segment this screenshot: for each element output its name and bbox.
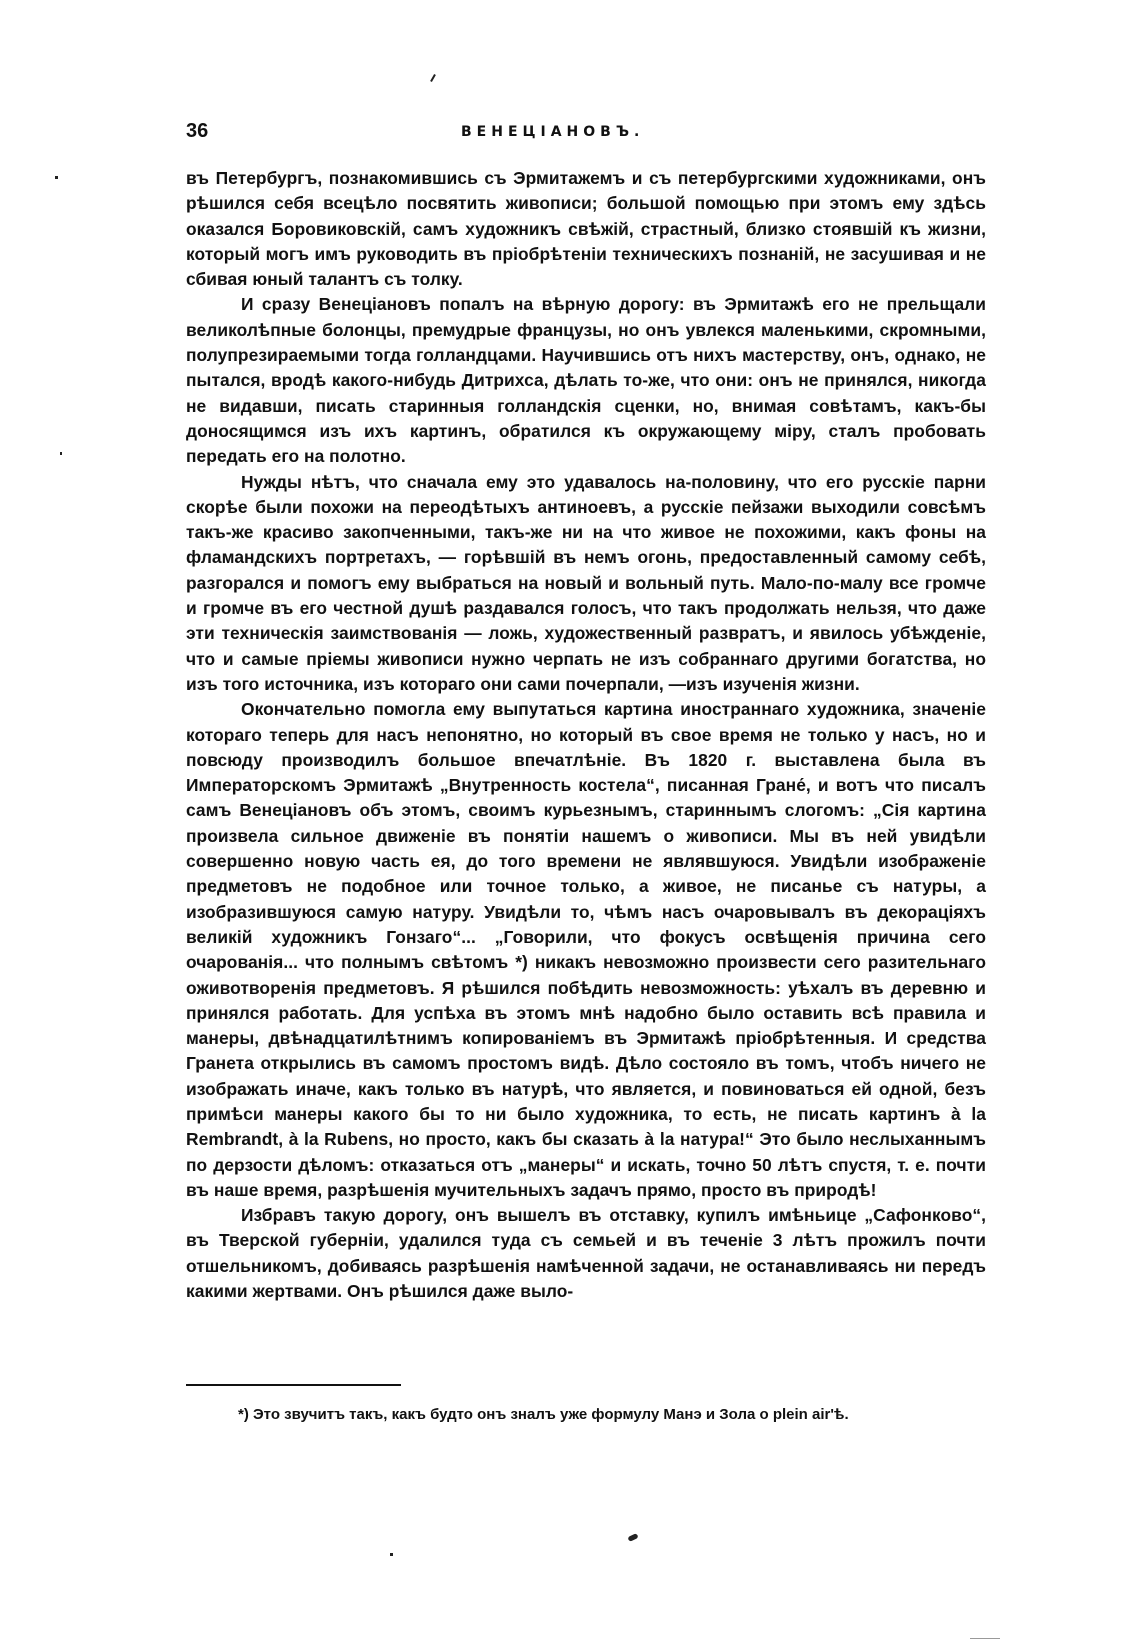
page-header xyxy=(186,120,986,150)
paragraph: И сразу Венеціановъ попалъ на вѣрную дорогу: въ Эрмитажѣ его не прельщали великолѣпные болонцы, премудрые французы, но онъ увлекся маленькими, скромными, полупрезираемыми тогда голландцами. Научившись отъ нихъ мастерству, онъ, однако, не пытался, вродѣ какого-нибудь Дитрихса, дѣлать то-же, что они: онъ не принялся, никогда не видавши, писать старинныя голландскія сценки, но, внимая совѣтамъ, какъ-бы доносящимся изъ ихъ картинъ, обратился къ окружающему міру, сталъ пробовать передать его на полотно. xyxy=(186,294,986,467)
page-number: 36 xyxy=(186,120,209,142)
paragraph: въ Петербургъ, познакомившись съ Эрмитажемъ и съ петербургскими художниками, онъ рѣшился себя всецѣло посвятить живописи; большой помощью при этомъ ему здѣсь оказался Боровиковскій, самъ художникъ свѣжій, страстный, близко стоявшій къ жизни, который могъ имъ руководить въ пріобрѣтеніи техническихъ познаній, не засушивая и не сбивая юный талантъ съ толку. xyxy=(186,168,986,290)
footnote: *) Это звучитъ такъ, какъ будто онъ зналъ уже формулу Манэ и Зола о plein air'ѣ. xyxy=(238,1406,849,1423)
paragraph: Окончательно помогла ему выпутаться картина иностраннаго художника, значеніе котораго теперь для насъ непонятно, но который въ свое время не только у насъ, но и повсюду производилъ большое впечатлѣніе. Въ 1820 г. выставлена была въ Императорскомъ Эрмитажѣ „Внутренность костела“, писанная Гране́, и вотъ что писалъ самъ Венеціановъ объ этомъ, своимъ курьезнымъ, стариннымъ слогомъ: „Сія картина произвела сильное движеніе въ понятіи нашемъ о живописи. Мы въ ней увидѣли совершенно новую часть ея, до того времени не являвшуюся. Увидѣли изображеніе предметовъ не подобное или точное только, а живое, не писанье съ натуры, а изобразившуюся самую натуру. Увидѣли то, чѣмъ насъ очаровывалъ въ декораціяхъ великій художникъ Гонзаго“... „Говорили, что фокусъ освѣщенія причина сего очарованія... что полнымъ свѣтомъ *) никакъ невозможно произвести сего разительнаго оживотворенія предметовъ. Я рѣшился побѣдить невозможность: уѣхалъ въ деревню и принялся работать. Для успѣха въ этомъ мнѣ надобно было оставить всѣ правила и манеры, двѣнадцатилѣтнимъ копированіемъ въ Эрмитажѣ пріобрѣтенныя. И средства Гранета открылись въ самомъ простомъ видѣ. Дѣло состояло въ томъ, чтобъ ничего не изображать иначе, какъ только въ натурѣ, что является, и повиноваться ей одной, безъ примѣси манеры какого бы то ни было художника, то есть, не писать картинъ à la Rembrandt, à la Rubens, но просто, какъ бы сказать à la натура!“ Это было неслыханнымъ по дерзости дѣломъ: отказаться отъ „манеры“ и искать, точно 50 лѣтъ спустя, т. е. почти въ наше время, разрѣшенія мучительныхъ задачъ прямо, просто въ природѣ! xyxy=(186,699,986,1200)
scan-speck xyxy=(430,74,436,82)
paragraph: Нужды нѣтъ, что сначала ему это удавалось на-половину, что его русскіе парни скорѣе были похожи на переодѣтыхъ антиноевъ, а русскіе пейзажи выходили совсѣмъ такъ-же красиво закопченными, такъ-же ни на что живое не похожими, какъ фоны на фламандскихъ портретахъ, — горѣвшій въ немъ огонь, предоставленный самому себѣ, разгорался и помогъ ему выбраться на новый и вольный путь. Мало-по-малу все громче и громче въ его честной душѣ раздавался голосъ, что такъ продолжать нельзя, что даже эти техническія заимствованія — ложь, художественный развратъ, и явилось убѣжденіе, что и самые пріемы живописи нужно черпать не изъ собраннаго другими богатства, но изъ того источника, изъ котораго они сами почерпали, —изъ изученія жизни. xyxy=(186,471,986,694)
scan-speck xyxy=(390,1553,393,1556)
running-title: ВЕНЕЦІАНОВЪ. xyxy=(461,124,645,140)
scan-speck xyxy=(60,452,62,455)
scan-speck xyxy=(970,1638,1000,1639)
body-text xyxy=(186,166,986,1304)
footnote-separator xyxy=(186,1384,401,1386)
paragraph: Избравъ такую дорогу, онъ вышелъ въ отставку, купилъ имѣньице „Сафонково“, въ Тверской губерніи, удалился туда съ семьей и въ теченіе 3 лѣтъ прожилъ почти отшельникомъ, добиваясь разрѣшенія намѣченной задачи, не останавливаясь ни передъ какими жертвами. Онъ рѣшился даже выло- xyxy=(186,1205,986,1302)
scan-speck xyxy=(55,176,58,179)
scan-speck xyxy=(627,1533,638,1542)
